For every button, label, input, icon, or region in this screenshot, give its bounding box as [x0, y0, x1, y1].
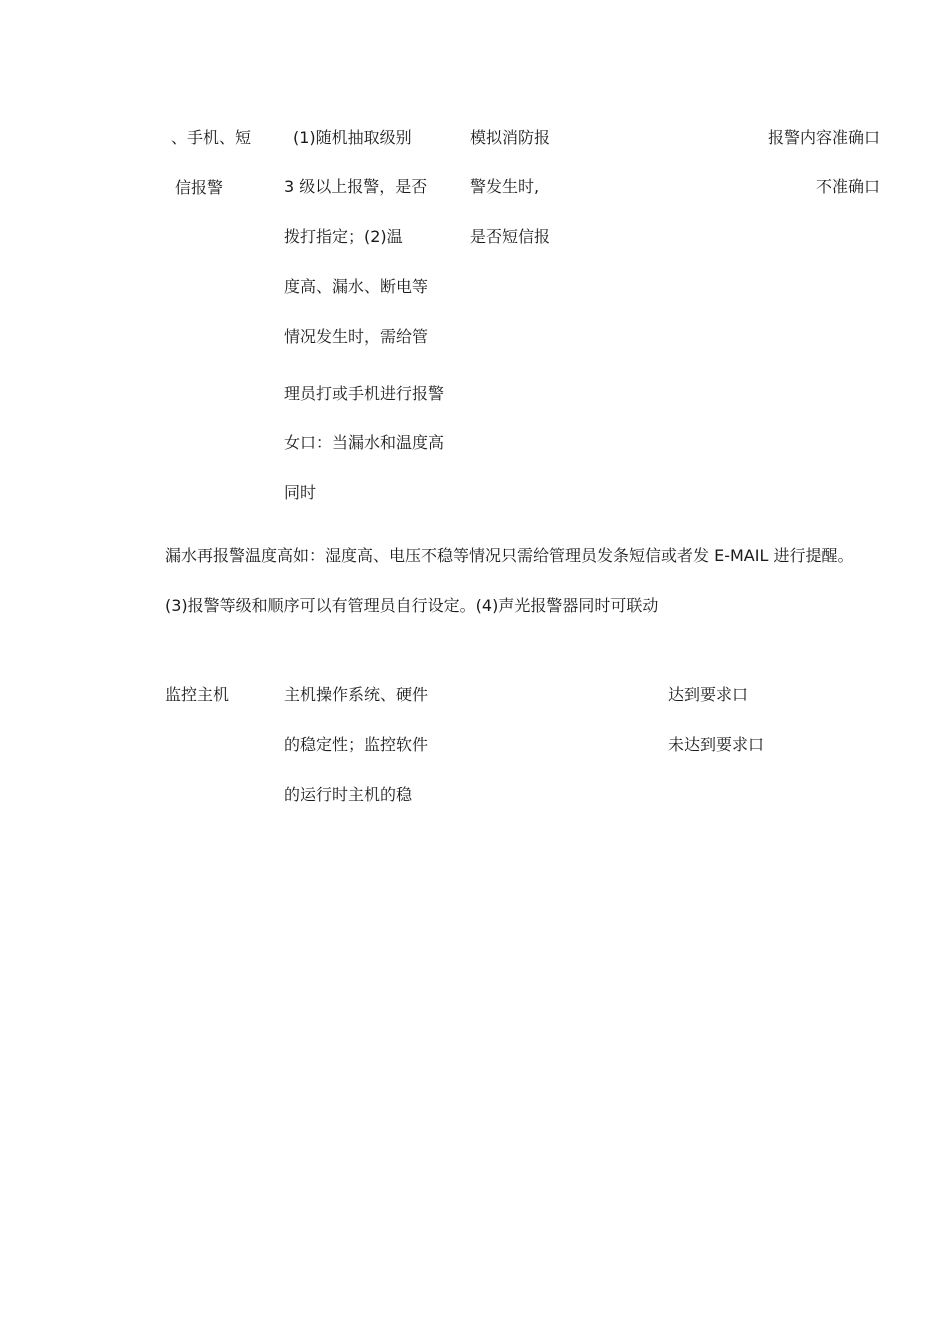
b2-col2-line1: 主机操作系统、硬件 — [284, 685, 429, 704]
b1-col2-line8: 同时 — [284, 483, 317, 502]
b1-col3-line2: 警发生时, — [470, 177, 540, 196]
b1-col3-line3: 是否短信报 — [470, 227, 551, 246]
b2-col2-line3: 的运行时主机的稳 — [284, 785, 413, 804]
b1-col2-line3: 拨打指定；(2)温 — [284, 227, 403, 246]
b1-col4-line1: 报警内容准确口 — [767, 128, 880, 147]
b1-col1-line1: 、手机、短 — [171, 128, 252, 147]
b1-col2-line4: 度高、漏水、断电等 — [284, 277, 429, 296]
b1-col2-line1: (1)随机抽取级别 — [293, 128, 412, 147]
paragraph-1: 漏水再报警温度高如：湿度高、电压不稳等情况只需给管理员发条短信或者发 E-MAIL 进行提醒。 — [165, 546, 854, 565]
b2-col2-line2: 的稳定性；监控软件 — [284, 735, 429, 754]
b1-col1-line2: 信报警 — [175, 178, 224, 197]
b1-col2-line5: 情况发生时，需给管 — [284, 327, 429, 346]
b1-col2-line2: 3 级以上报警，是否 — [284, 177, 428, 196]
b2-col1: 监控主机 — [165, 685, 230, 704]
b2-col4-line1: 达到要求口 — [668, 685, 749, 704]
b1-col4-line2: 不准确口 — [815, 177, 880, 196]
b1-col2-line7: 女口：当漏水和温度高 — [284, 433, 445, 452]
b1-col2-line6: 理员打或手机进行报警 — [284, 384, 445, 403]
b2-col4-line2: 未达到要求口 — [668, 735, 765, 754]
paragraph-2: (3)报警等级和顺序可以有管理员自行设定。(4)声光报警器同时可联动 — [165, 596, 659, 615]
b1-col3-line1: 模拟消防报 — [470, 128, 551, 147]
